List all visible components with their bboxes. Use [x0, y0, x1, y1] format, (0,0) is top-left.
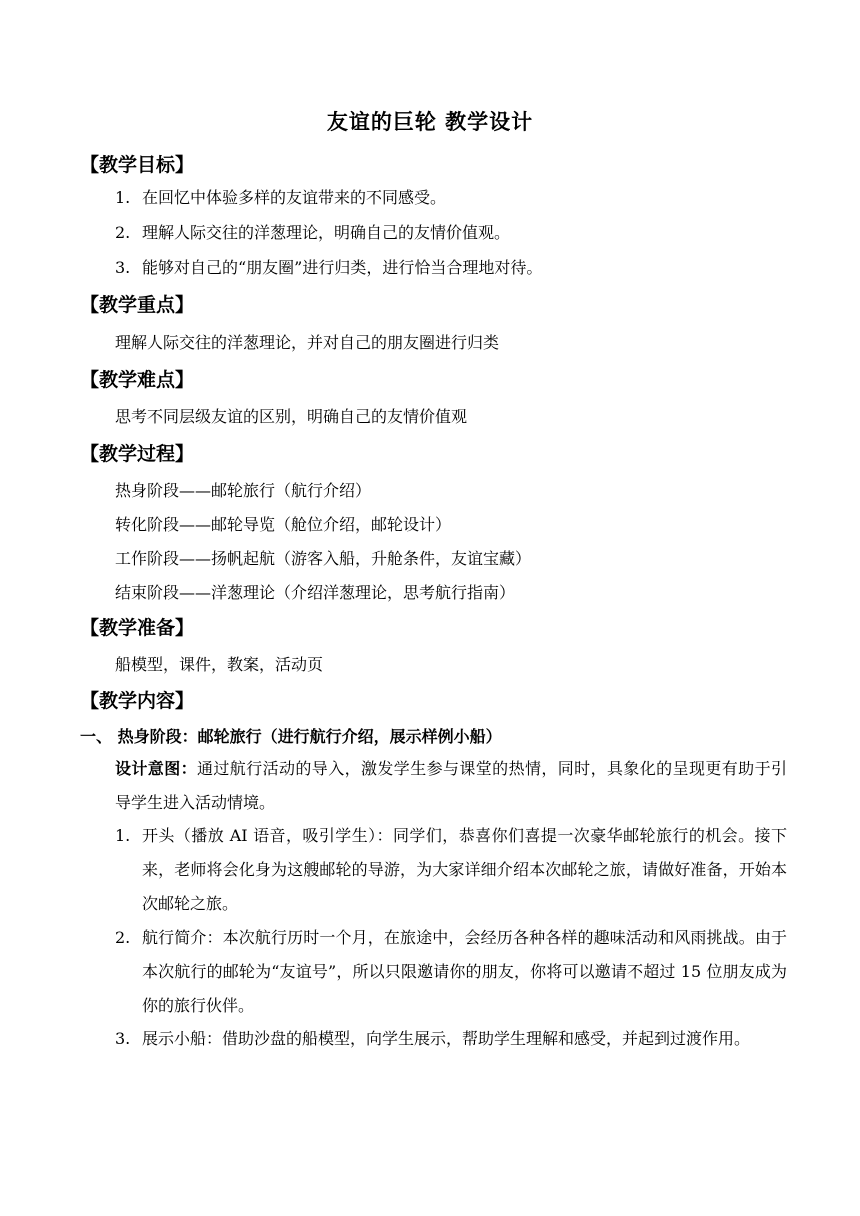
content-item-text: 开头（播放 AI 语音，吸引学生）：同学们，恭喜你们喜提一次豪华邮轮旅行的机会。接下来，老师将会化身为这艘邮轮的导游，为大家详细介绍本次邮轮之旅，请做好准备，开始本次邮轮之旅。 — [142, 826, 787, 913]
difficulties-text: 思考不同层级友谊的区别，明确自己的友情价值观 — [115, 407, 468, 426]
design-intent-text: 通过航行活动的导入，激发学生参与课堂的热情，同时，具象化的呈现更有助于引导学生进入活动情境。 — [115, 759, 787, 812]
key-points-heading: 【教学重点】 — [80, 294, 195, 316]
content-item-text: 展示小船：借助沙盘的船模型，向学生展示，帮助学生理解和感受，并起到过渡作用。 — [142, 1029, 751, 1048]
objective-item — [115, 216, 787, 250]
design-intent — [115, 752, 787, 820]
process-heading: 【教学过程】 — [80, 443, 195, 465]
preparation-heading: 【教学准备】 — [80, 617, 195, 639]
objective-text: 理解人际交往的洋葱理论，明确自己的友情价值观。 — [142, 223, 511, 242]
content-item — [115, 819, 787, 921]
design-intent-label: 设计意图： — [115, 759, 197, 778]
content-item-text: 航行简介：本次航行历时一个月，在旅途中，会经历各种各样的趣味活动和风雨挑战。由于本次航行的邮轮为“友谊号”，所以只限邀请你的朋友，你将可以邀请不超过 15 位朋友成为你的旅行伙伴。 — [142, 928, 787, 1015]
process-item: 热身阶段——邮轮旅行（航行介绍） — [115, 481, 372, 500]
process-item: 转化阶段——邮轮导览（舱位介绍，邮轮设计） — [115, 515, 452, 534]
process-item: 工作阶段——扬帆起航（游客入船，升舱条件，友谊宝藏） — [115, 549, 532, 568]
document-title: 友谊的巨轮 教学设计 — [326, 109, 534, 134]
content-item-number: 2. — [115, 928, 131, 947]
key-points-text: 理解人际交往的洋葱理论，并对自己的朋友圈进行归类 — [115, 333, 500, 352]
objective-item — [115, 251, 787, 285]
objective-number: 1. — [115, 188, 131, 207]
objective-item — [115, 181, 787, 215]
objective-number: 2. — [115, 223, 131, 242]
section-title: 一、 热身阶段：邮轮旅行（进行航行介绍，展示样例小船） — [80, 727, 502, 746]
content-heading: 【教学内容】 — [80, 690, 195, 712]
content-item — [115, 921, 787, 1023]
content-item — [115, 1022, 787, 1056]
objective-text: 能够对自己的“朋友圈”进行归类，进行恰当合理地对待。 — [142, 258, 543, 277]
objective-number: 3. — [115, 258, 131, 277]
objectives-heading: 【教学目标】 — [80, 154, 195, 176]
content-item-number: 3. — [115, 1029, 131, 1048]
difficulties-heading: 【教学难点】 — [80, 369, 195, 391]
preparation-text: 船模型，课件，教案，活动页 — [115, 655, 324, 674]
process-item: 结束阶段——洋葱理论（介绍洋葱理论，思考航行指南） — [115, 583, 516, 602]
content-item-number: 1. — [115, 826, 131, 845]
objective-text: 在回忆中体验多样的友谊带来的不同感受。 — [142, 188, 447, 207]
